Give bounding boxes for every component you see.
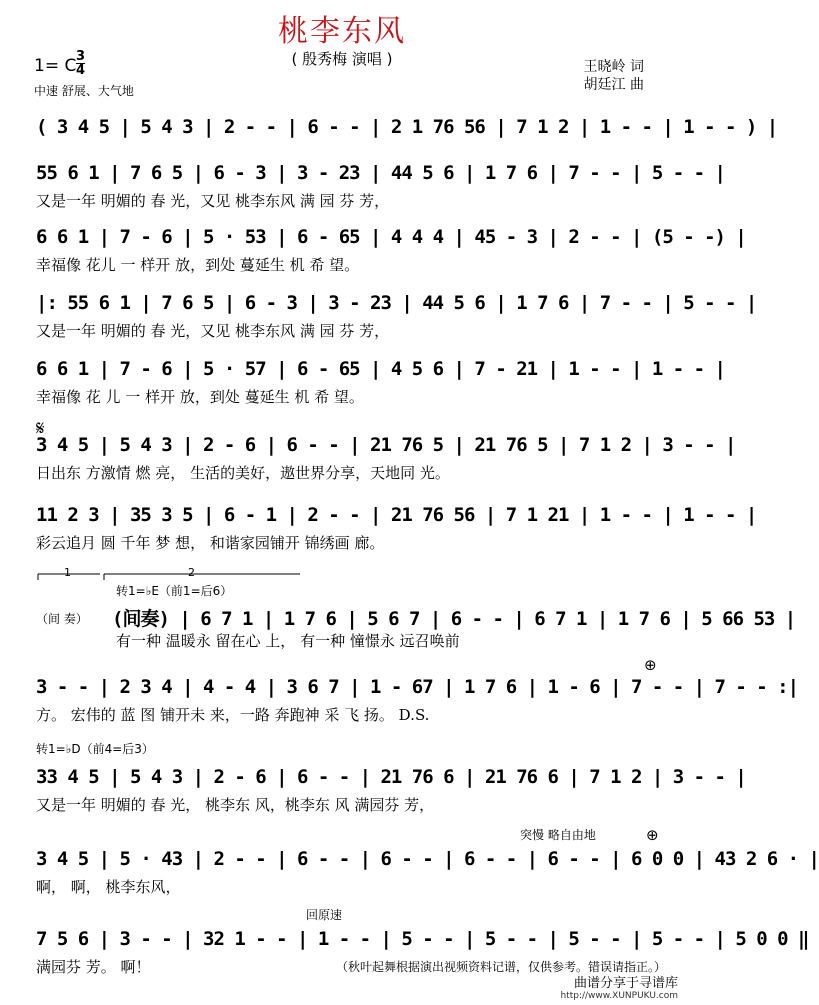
notation-row-8: (间奏) | 6 7 1 | 1 7 6 | 5 6 7 | 6 - - | 6 7 1 | 1 7 6 | 5 66 53 | xyxy=(112,608,796,630)
meter-bottom: 4 xyxy=(76,63,86,78)
meter-top: 3 xyxy=(76,49,86,64)
notation-row-7: 11 2 3 | 35 3 5 | 6 - 1 | 2 - - | 21 76 56 | 7 1 21 | 1 - - | 1 - - | xyxy=(36,504,757,526)
modulation-1: 转1=♭E（前1=后6） xyxy=(116,584,233,598)
notation-row-4: |: 55 6 1 | 7 6 5 | 6 - 3 | 3 - 23 | 44 5 6 | 1 7 6 | 7 - - | 5 - - | xyxy=(36,292,757,314)
volta-2-number: 2 xyxy=(188,566,195,579)
tempo-marking: 中速 舒展、大气地 xyxy=(34,84,134,98)
lyrics-row-2: 又是一年 明媚的 春 光，又见 桃李东风 满 园 芬 芳， xyxy=(36,192,390,210)
notation-row-3: 6 6 1 | 7 - 6 | 5 · 53 | 6 - 65 | 4 4 4 | 45 - 3 | 2 - - | (5 - -) | xyxy=(36,226,746,248)
notation-row-9: 3 - - | 2 3 4 | 4 - 4 | 3 6 7 | 1 - 67 | 1 7 6 | 1 - 6 | 7 - - | 7 - - :| xyxy=(36,676,799,698)
notation-row-1: ( 3 4 5 | 5 4 3 | 2 - - | 6 - - | 2 1 76 56 | 7 1 2 | 1 - - | 1 - - ) | xyxy=(36,116,778,138)
notation-row-11: 3 4 5 | 5 · 43 | 2 - - | 6 - - | 6 - - | 6 - - | 6 - - | 6 0 0 | 43 2 6 · | xyxy=(36,848,819,870)
lyrics-row-12: 满园芬 芳。 啊！ xyxy=(36,958,151,976)
lyrics-row-7: 彩云追月 圆 千年 梦 想， 和谐家园铺开 锦绣画 廊。 xyxy=(36,534,385,552)
composer: 胡廷江 曲 xyxy=(583,77,644,93)
lyrics-row-6: 日出东 方激情 燃 亮， 生活的美好，遨世界分享，天地同 光。 xyxy=(36,464,450,482)
segno-sign: 𝄋 xyxy=(36,416,45,440)
singer-line: ( 殷秀梅 演唱 ) xyxy=(291,50,393,68)
lyrics-row-11: 啊， 啊， 桃李东风， xyxy=(36,878,181,896)
footer-line-2: http://www.XUNPUKU.com xyxy=(560,991,678,1001)
coda-sign-2: ⊕ xyxy=(646,826,659,844)
lyricist: 王晓岭 词 xyxy=(583,59,644,75)
lyrics-row-4: 又是一年 明媚的 春 光，又见 桃李东风 满 园 芬 芳， xyxy=(36,322,390,340)
lyrics-row-3: 幸福像 花儿 一 样开 放，到处 蔓延生 机 希 望。 xyxy=(36,256,360,274)
key-signature: 1= C xyxy=(34,56,77,76)
notation-row-12: 7 5 6 | 3 - - | 32 1 - - | 1 - - | 5 - - | 5 - - | 5 - - | 5 - - | 5 0 0 ‖ xyxy=(36,928,809,950)
volta-1-number: 1 xyxy=(64,566,71,579)
lyrics-row-8: 有一种 温暖永 留在心 上， 有一种 憧憬永 远召唤前 xyxy=(116,632,460,650)
coda-sign-1: ⊕ xyxy=(644,656,657,674)
lyrics-row-5: 幸福像 花 儿 一 样开 放，到处 蔓延生 机 希 望。 xyxy=(36,388,364,406)
notation-row-5: 6 6 1 | 7 - 6 | 5 · 57 | 6 - 65 | 4 5 6 | 7 - 21 | 1 - - | 1 - - | xyxy=(36,358,725,380)
modulation-2: 转1=♭D（前4=后3） xyxy=(36,742,154,756)
lyrics-row-9: 方。 宏伟的 蓝 图 铺开未 来，一路 奔跑神 采 飞 扬。 D.S. xyxy=(36,706,430,724)
lyrics-row-10: 又是一年 明媚的 春 光， 桃李东 风，桃李东 风 满园芬 芳， xyxy=(36,796,435,814)
notation-row-6: 3 4 5 | 5 4 3 | 2 - 6 | 6 - - | 21 76 5 | 21 76 5 | 7 1 2 | 3 - - | xyxy=(36,434,736,456)
notation-row-10: 33 4 5 | 5 4 3 | 2 - 6 | 6 - - | 21 76 6 | 21 76 6 | 7 1 2 | 3 - - | xyxy=(36,766,746,788)
transcription-note: （秋叶起舞根据演出视频资料记谱，仅供参考。错误请指正。） xyxy=(336,960,667,974)
interlude-label: （间 奏） xyxy=(36,612,88,626)
song-title: 桃李东风 xyxy=(278,14,406,49)
footer-line-1: 曲谱分享于寻谱库 xyxy=(573,976,678,991)
notation-row-2: 55 6 1 | 7 6 5 | 6 - 3 | 3 - 23 | 44 5 6 | 1 7 6 | 7 - - | 5 - - | xyxy=(36,162,725,184)
a-tempo-marking: 回原速 xyxy=(306,908,343,922)
ritardando-marking: 突慢 略自由地 xyxy=(520,828,596,842)
